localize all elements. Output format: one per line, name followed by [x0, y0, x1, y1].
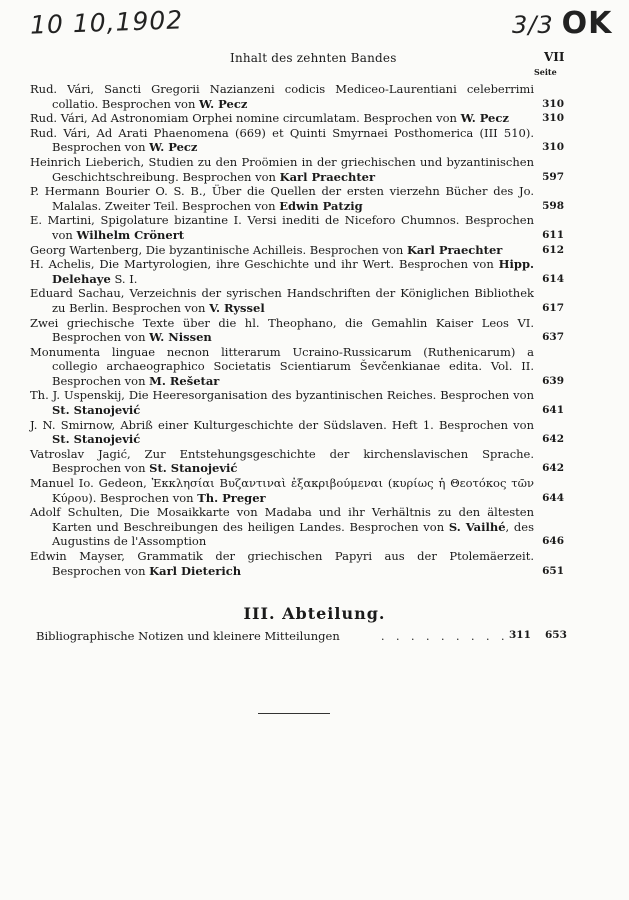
- list-item: [30, 316, 564, 345]
- entry-text: Monumenta linguae necnon litterarum Ucraino-Russicarum (Ruthenicarum) a collegio archaeographico Societatis Scientiarum Ševčenkianae edita. Vol. II. Besprochen von: [30, 344, 534, 388]
- entry-reviewer: St. Stanojević: [149, 461, 238, 476]
- entry-page: 639: [542, 374, 564, 387]
- list-item: [30, 345, 564, 389]
- bibliography-page-start: 311: [509, 629, 531, 641]
- entry-page: 611: [542, 228, 564, 241]
- entry-reviewer: Wilhelm Crönert: [76, 227, 185, 242]
- bibliography-line: [36, 629, 566, 643]
- entry-page: 598: [542, 199, 564, 212]
- entry-reviewer: W. Pecz: [149, 140, 198, 155]
- seite-label: Seite: [534, 67, 557, 77]
- entry-reviewer: W. Pecz: [460, 111, 509, 126]
- entry-text: Vatroslav Jagić, Zur Entstehungsgeschichte der kirchenslavischen Sprache. Besprochen von: [30, 446, 534, 476]
- entry-reviewer: Hipp. Delehaye: [52, 257, 534, 286]
- list-item: [30, 184, 564, 213]
- entry-page: 310: [542, 141, 564, 154]
- end-rule: [258, 713, 330, 714]
- entry-text: Th. J. Uspenskij, Die Heeresorganisation des byzantinischen Reiches. Besprochen von: [30, 388, 534, 403]
- entry-page: 612: [542, 243, 564, 256]
- entry-page: 614: [542, 272, 564, 285]
- entry-text: Adolf Schulten, Die Mosaikkarte von Madaba und ihr Verhältnis zu den ältesten Karten und Beschreibungen des heiligen Landes. Besprochen von: [30, 505, 534, 534]
- entry-page: 651: [542, 564, 564, 577]
- entry-reviewer: Th. Preger: [197, 490, 266, 505]
- entry-reviewer: St. Stanojević: [52, 403, 141, 418]
- handwritten-mark: [512, 6, 612, 41]
- list-item: [30, 111, 564, 126]
- page-number-roman: VII: [544, 50, 565, 64]
- entry-reviewer: V. Ryssel: [209, 300, 265, 315]
- entry-page: 642: [542, 433, 564, 446]
- list-item: [30, 388, 564, 417]
- entry-text: P. Hermann Bourier O. S. B., Über die Quellen der ersten vierzehn Bücher des Jo. Malalas. Zweiter Teil. Besprochen von: [30, 184, 534, 213]
- entry-page: 597: [542, 170, 564, 183]
- list-item: [30, 286, 564, 315]
- entry-page: 310: [542, 97, 564, 110]
- entry-page: 646: [542, 535, 564, 548]
- entry-reviewer: S. Vailhé: [448, 519, 506, 534]
- leader-dots: . . . . . . . . .: [381, 630, 509, 643]
- entry-reviewer: Karl Praechter: [279, 169, 376, 184]
- entry-text: J. N. Smirnow, Abriß einer Kulturgeschichte der Südslaven. Heft 1. Besprochen von: [30, 417, 534, 432]
- contents-list: [30, 82, 564, 578]
- entry-reviewer: M. Rešetar: [149, 373, 220, 388]
- entry-reviewer: St. Stanojević: [52, 432, 141, 447]
- entry-page: 642: [542, 462, 564, 475]
- bibliography-page-end: 653: [545, 629, 567, 641]
- entry-text: Rud. Vári, Sancti Gregorii Nazianzeni codicis Mediceo-Laurentiani celeberrimi collatio. Besprochen von: [30, 82, 534, 111]
- entry-page: 644: [542, 491, 564, 504]
- section-heading: III. Abteilung.: [243, 604, 386, 623]
- list-item: [30, 213, 564, 242]
- list-item: [30, 476, 564, 505]
- running-header: [0, 46, 629, 77]
- entry-reviewer: Edwin Patzig: [279, 198, 363, 213]
- list-item: [30, 243, 564, 258]
- entry-text-after: S. I.: [110, 271, 138, 286]
- handwritten-fraction: 3/3: [512, 11, 554, 39]
- list-item: [30, 549, 564, 578]
- entry-text: H. Achelis, Die Martyrologien, ihre Geschichte und ihr Wert. Besprochen von: [30, 257, 499, 272]
- entry-text: Edwin Mayser, Grammatik der griechischen Papyri aus der Ptolemäerzeit. Besprochen von: [30, 549, 534, 578]
- handwritten-ok: OK: [561, 6, 613, 41]
- entry-text: Georg Wartenberg, Die byzantinische Achilleis. Besprochen von: [30, 242, 407, 257]
- entry-reviewer: Karl Praechter: [406, 242, 503, 257]
- page-title: Inhalt des zehnten Bandes: [230, 51, 397, 65]
- entry-text: Eduard Sachau, Verzeichnis der syrischen Handschriften der Königlichen Bibliothek zu Berlin. Besprochen von: [30, 286, 534, 315]
- list-item: [30, 126, 564, 155]
- entry-page: 637: [542, 331, 564, 344]
- entry-page: 641: [542, 404, 564, 417]
- list-item: [30, 505, 564, 549]
- list-item: [30, 447, 564, 476]
- handwritten-date: 10 10,1902: [29, 5, 184, 40]
- list-item: [30, 257, 564, 286]
- entry-text-after: , des Augustins de l'Assomption: [52, 519, 534, 549]
- entry-reviewer: W. Nissen: [149, 330, 212, 345]
- entry-text: Zwei griechische Texte über die hl. Theophano, die Gemahlin Kaiser Leos VI. Besprochen von: [30, 315, 534, 345]
- entry-text: E. Martini, Spigolature bizantine I. Versi inediti de Niceforo Chumnos. Besprochen von: [30, 213, 534, 242]
- entry-text: Rud. Vári, Ad Astronomiam Orphei nomine circumlatam. Besprochen von: [30, 111, 461, 126]
- list-item: [30, 418, 564, 447]
- entry-page: 310: [542, 112, 564, 125]
- list-item: [30, 155, 564, 184]
- entry-reviewer: W. Pecz: [199, 96, 248, 111]
- entry-reviewer: Karl Dieterich: [149, 563, 242, 578]
- entry-page: 617: [542, 301, 564, 314]
- entry-text: Manuel Io. Gedeon, Ἐκκλησίαι Βυζαντιναὶ ἐξακριβούμεναι (κυρίως ἡ Θεοτόκος τῶν Κύρου). Besprochen von: [30, 476, 534, 505]
- entry-text: Rud. Vári, Ad Arati Phaenomena (669) et Quinti Smyrnaei Posthomerica (III 510). Besprochen von: [30, 125, 534, 155]
- bibliography-text: Bibliographische Notizen und kleinere Mitteilungen: [36, 629, 340, 643]
- list-item: [30, 82, 564, 111]
- entry-text: Heinrich Lieberich, Studien zu den Proömien in der griechischen und byzantinischen Geschichtschreibung. Besprochen von: [30, 154, 534, 184]
